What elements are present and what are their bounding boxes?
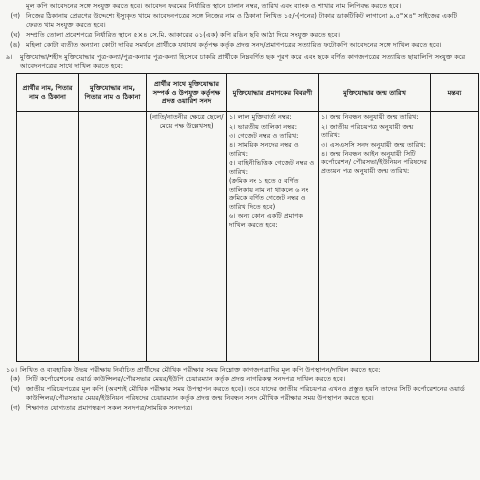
table-body-row [17, 112, 479, 362]
birth-item: ৪। জন্ম নিবন্ধন আইন অনুযায়ী সিটি কর্পোরেশন/ পৌরসভা/ইউনিয়ন পরিষদের প্রত্যয়ন পত্র অনুযায়ী জন্ম তারিখ: [321, 149, 427, 176]
proof-item: ৪। সাময়িক সনদের নম্বর ও তারিখ: [229, 141, 299, 158]
top-item-0 [6, 2, 474, 11]
cell-applicant [17, 112, 79, 362]
top-item-marker: (ঙ) [10, 41, 20, 50]
cell-proof [227, 112, 319, 362]
section-9 [6, 53, 474, 70]
section-10-item-text: সিটি কর্পোরেশনের ওয়ার্ড কাউন্সিলর/পৌরসভার মেয়র/ইউপি চেয়ারম্যান কর্তৃক প্রদত্ত নাগরিকত্ব সনদপত্র দাখিল করতে হবে। [26, 375, 346, 384]
top-item-3 [6, 41, 474, 50]
section-10-item-text: জাতীয় পরিচয়পত্রের মূল কপি (অবশ্যই মৌখিক পরীক্ষার সময় উপস্থাপন করতে হবে)। তবে যাদের জাতীয় পরিচয়পত্র এখনও প্রস্তুত হয়নি তাদের সিটি কর্পোরেশনের ওয়ার্ড কাউন্সিলর/পৌরসভার মেয়র/ইউনিয়ন পরিষদের চেয়ারম্যান কর্তৃক প্রদত্ত জন্ম নিবন্ধন সনদ মৌখিক পরীক্ষার সময় উপস্থাপন করতে হবে। [26, 385, 465, 403]
cell-birth-date [319, 112, 431, 362]
header-proof: মুক্তিযোদ্ধার প্রমাণকের বিবরণী [227, 74, 319, 112]
proof-item: ৩। গেজেট নম্বর ও তারিখ: [229, 131, 299, 140]
birth-item: ১। জন্ম নিবন্ধন অনুযায়ী জন্ম তারিখ: [321, 113, 419, 122]
header-remarks: মন্তব্য [431, 74, 479, 112]
header-freedom-fighter: মুক্তিযোদ্ধার নাম, পিতার নাম ও ঠিকানা [79, 74, 147, 112]
top-item-marker: (গ) [10, 12, 20, 21]
proof-item: ২। ভারতীয় তালিকা নম্বর: [229, 122, 297, 131]
proof-item: (ক্রমিক নং ১ হতে ৫ বর্ণিত তালিকায় নাম না থাকলে ৬ নং ক্রমিকে বর্ণিত গেজেট নম্বর ও তারিখ দিতে হবে) [229, 176, 309, 211]
freedom-fighter-table [16, 73, 479, 362]
proof-item: ৬। অন্য কোন একটি প্রমাণক দাখিল করতে হবে: [229, 212, 303, 229]
section-10-number: ১০। [6, 366, 17, 375]
proof-item: ৫। বাহিনীভিত্তিক গেজেট নম্বর ও তারিখ: [229, 158, 315, 176]
top-item-1 [6, 12, 474, 29]
section-10 [6, 366, 474, 375]
top-item-2 [6, 31, 474, 40]
section-9-text: মুক্তিযোদ্ধা/শহীদ মুক্তিযোদ্ধার পুত্র-কন্যা/পুত্র-কন্যার পুত্র-কন্যা হিসেবে চাকরি প্রার্থীকে নিম্নবর্ণিত ছক পূরণ করে এবং ছকে বর্ণিত কাগজপত্রের সত্যায়িত ছায়ালিপি সংযুক্ত করে আবেদনপত্রের সাথে দাখিল করতে হবে: [20, 53, 466, 70]
section-9-number: ৯। [6, 53, 13, 62]
relation-note: (নাতি/নাতনীর ক্ষেত্রে ছেলে/মেয়ে পক্ষ উল্লেখসহ) [149, 113, 224, 131]
top-item-text: সম্প্রতি তোলা প্রবেশপত্রে নির্ধারিত স্থানে ৫×৪ সে.মি. আকারের ০১(এক) কপি রঙিন ছবি আঠা দিয়ে সংযুক্ত করতে হবে। [26, 31, 340, 40]
top-item-text: মূল কপি আবেদনের সঙ্গে সংযুক্ত করতে হবে। আবেদন ফরমের নির্ধারিত স্থানে চালান নম্বর, তারিখ এবং ব্যাংক ও শাখার নাম লিপিবদ্ধ করতে হবে। [26, 2, 402, 10]
top-item-marker: (ঘ) [10, 31, 20, 40]
section-10-item-1 [6, 385, 474, 402]
birth-item: ২। জাতীয় পরিচয়পত্র অনুযায়ী জন্ম তারিখ: [321, 122, 414, 140]
cell-relation [147, 112, 227, 362]
proof-item: ১। লাল মুক্তিবার্তা নম্বর: [229, 113, 292, 122]
header-birth-date: মুক্তিযোদ্ধার জন্ম তারিখ [319, 74, 431, 112]
top-item-text: মহিলা কোটা ব্যতীত অন্যান্য কোটা দাবির সমর্থনে প্রার্থীকে যথাযথ কর্তৃপক্ষ কর্তৃক প্রদত্ত সনদ/প্রমাণপত্রের সত্যায়িত ফটোকপি আবেদনের সঙ্গে দাখিল করতে হবে। [26, 41, 442, 50]
cell-freedom-fighter [79, 112, 147, 362]
section-10-item-marker: (গ) [10, 404, 20, 413]
birth-item: ৩। এসএসসি সনদ অনুযায়ী জন্ম তারিখ: [321, 140, 426, 149]
section-10-item-0 [6, 375, 474, 384]
header-applicant: প্রার্থীর নাম, পিতার নাম ও ঠিকানা [17, 74, 79, 112]
table-header-row [17, 74, 479, 112]
section-10-item-text: শিক্ষাগত যোগ্যতার প্রমাণস্বরূপ সকল সনদপত্র/সাময়িক সনদপত্র। [26, 404, 193, 413]
cell-remarks [431, 112, 479, 362]
section-10-text: লিখিত ও ব্যবহারিক উভয় পরীক্ষায় নির্বাচিত প্রার্থীদের মৌখিক পরীক্ষার সময় নিম্নোক্ত কাগজপত্রাদির মূল কপি উপস্থাপন/দাখিল করতে হবে: [20, 366, 381, 375]
header-relation: প্রার্থীর সাথে মুক্তিযোদ্ধার সম্পর্ক ও উপযুক্ত কর্তৃপক্ষ প্রদত্ত ওয়ারিশ সনদ [147, 74, 227, 112]
section-10-item-marker: (ক) [10, 375, 20, 384]
section-10-item-marker: (খ) [10, 385, 20, 394]
section-10-item-2 [6, 404, 474, 413]
top-item-text: নিজের ঠিকানায় প্রেরণের উদ্দেশ্যে ইস্যুকৃত খামে আবেদনপত্রের সঙ্গে নিজের নাম ও ঠিকানা লিখিত ১৫/-(পনের) টাকার ডাকটিকিট লাগানো ৯.৫"×৪" সাইজের একটি ফেরত খাম সংযুক্ত করতে হবে। [26, 12, 458, 29]
